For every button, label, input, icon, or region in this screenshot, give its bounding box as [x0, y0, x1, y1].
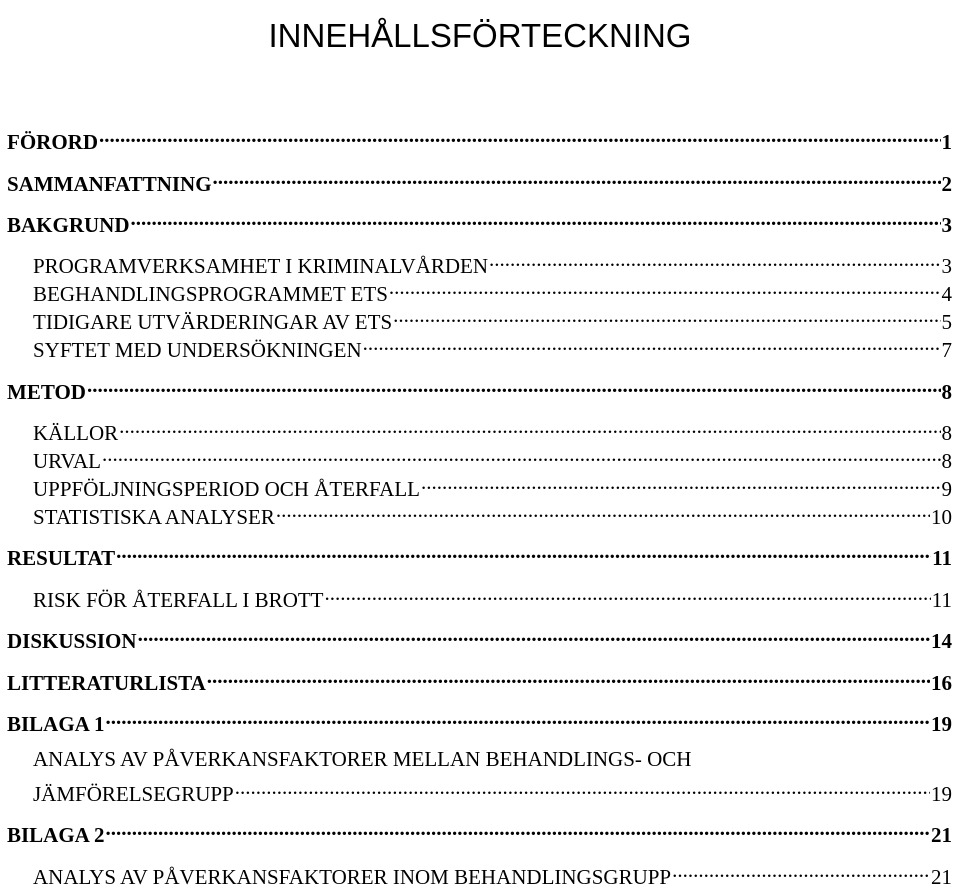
toc-entry-label: PROGRAMVERKSAMHET I KRIMINALVÅRDEN	[33, 254, 489, 278]
toc-entry-label: DISKUSSION	[7, 629, 137, 653]
toc-entry-urval[interactable]	[33, 440, 952, 473]
toc-leader-dots	[102, 440, 941, 468]
toc-entry-fororord[interactable]	[7, 121, 952, 154]
toc-entry-diskussion[interactable]	[7, 620, 952, 653]
toc-leader-dots	[99, 121, 941, 149]
toc-leader-dots	[105, 703, 930, 731]
toc-entry-label: BILAGA 1	[7, 712, 105, 736]
toc-entry-label: METOD	[7, 380, 86, 404]
toc-entry-page: 2	[941, 172, 952, 196]
toc-entry-page: 19	[931, 712, 952, 736]
toc-entry-resultat[interactable]	[7, 537, 952, 570]
toc-entry-statistiska-analyser[interactable]	[33, 496, 952, 529]
toc-leader-dots	[421, 468, 941, 496]
toc-entry-label: TIDIGARE UTVÄRDERINGAR AV ETS	[33, 310, 393, 334]
toc-leader-dots	[119, 412, 940, 440]
toc-entry-label: RESULTAT	[7, 546, 116, 570]
toc-entry-page: 8	[941, 421, 952, 445]
toc-entry-label: JÄMFÖRELSEGRUPP	[33, 782, 234, 806]
toc-entry-page: 9	[941, 477, 952, 501]
toc-entry-syftet[interactable]	[33, 329, 952, 362]
toc-entry-label: BILAGA 2	[7, 823, 105, 847]
toc-entry-label: URVAL	[33, 449, 101, 473]
toc-entry-bilaga-1[interactable]	[7, 703, 952, 736]
toc-entry-page: 5	[941, 310, 952, 334]
toc-entry-label: STATISTISKA ANALYSER	[33, 505, 275, 529]
toc-leader-dots	[138, 620, 930, 648]
toc-entry-label: SAMMANFATTNING	[7, 172, 212, 196]
toc-leader-dots	[207, 662, 930, 690]
toc-entry-analys-inom[interactable]	[33, 856, 952, 889]
toc-entry-page: 8	[941, 380, 952, 404]
toc-entry-page: 4	[941, 282, 952, 306]
toc-entry-litteraturlista[interactable]	[7, 662, 952, 695]
toc-entry-bakgrund[interactable]	[7, 204, 952, 237]
toc-entry-kallor[interactable]	[33, 412, 952, 445]
toc-entry-risk-for-aterfall[interactable]	[33, 579, 952, 612]
toc-entry-label: SYFTET MED UNDERSÖKNINGEN	[33, 338, 362, 362]
toc-title: INNEHÅLLSFÖRTECKNING	[268, 17, 692, 54]
toc-leader-dots	[325, 579, 931, 607]
toc-entry-beghandlingsprogrammet[interactable]	[33, 273, 952, 306]
toc-entry-page: 11	[931, 588, 952, 612]
toc-entry-label: RISK FÖR ÅTERFALL I BROTT	[33, 588, 324, 612]
toc-leader-dots	[276, 496, 930, 524]
toc-entry-label: LITTERATURLISTA	[7, 671, 206, 695]
toc-leader-dots	[116, 537, 931, 565]
toc-entry-page: 19	[931, 782, 952, 806]
toc-entry-jamforelsegrupp[interactable]	[33, 773, 952, 806]
toc-entry-page: 7	[941, 338, 952, 362]
toc-leader-dots	[213, 163, 941, 191]
toc-entry-page: 14	[931, 629, 952, 653]
toc-leader-dots	[235, 773, 930, 801]
toc-entry-page: 11	[932, 546, 952, 570]
toc-leader-dots	[87, 371, 941, 399]
toc-entry-label: BAKGRUND	[7, 213, 130, 237]
toc-entry-label: FÖRORD	[7, 130, 98, 154]
toc-leader-dots	[393, 301, 940, 329]
toc-leader-dots	[131, 204, 941, 232]
toc-entry-bilaga-2[interactable]	[7, 814, 952, 847]
toc-entry-label: KÄLLOR	[33, 421, 119, 445]
toc-leader-dots	[363, 329, 941, 357]
toc-leader-dots	[672, 856, 930, 884]
toc-entry-label: ANALYS AV PÅVERKANSFAKTORER INOM BEHANDLINGSGRUPP	[33, 865, 672, 889]
toc-leader-dots	[489, 245, 940, 273]
toc-entry-uppfoljningsperiod[interactable]	[33, 468, 952, 501]
toc-entry-page: 16	[931, 671, 952, 695]
toc-entry-analys-mellan-line-1[interactable]: ANALYS AV PÅVERKANSFAKTORER MELLAN BEHANDLINGS- OCH	[33, 747, 692, 771]
toc-entry-page: 8	[941, 449, 952, 473]
toc-entry-tidigare-utvarderingar[interactable]	[33, 301, 952, 334]
toc-entry-metod[interactable]	[7, 371, 952, 404]
toc-entry-page: 10	[931, 505, 952, 529]
toc-leader-dots	[389, 273, 941, 301]
toc-entry-label: UPPFÖLJNINGSPERIOD OCH ÅTERFALL	[33, 477, 420, 501]
toc-entry-page: 1	[941, 130, 952, 154]
toc-entry-sammanfattning[interactable]	[7, 163, 952, 196]
toc-leader-dots	[105, 814, 930, 842]
toc-entry-label: BEGHANDLINGSPROGRAMMET ETS	[33, 282, 388, 306]
toc-entry-page: 3	[941, 213, 952, 237]
toc-entry-page: 21	[931, 823, 952, 847]
toc-entry-page: 21	[931, 865, 952, 889]
toc-entry-page: 3	[941, 254, 952, 278]
toc-entry-programverksamhet[interactable]	[33, 245, 952, 278]
